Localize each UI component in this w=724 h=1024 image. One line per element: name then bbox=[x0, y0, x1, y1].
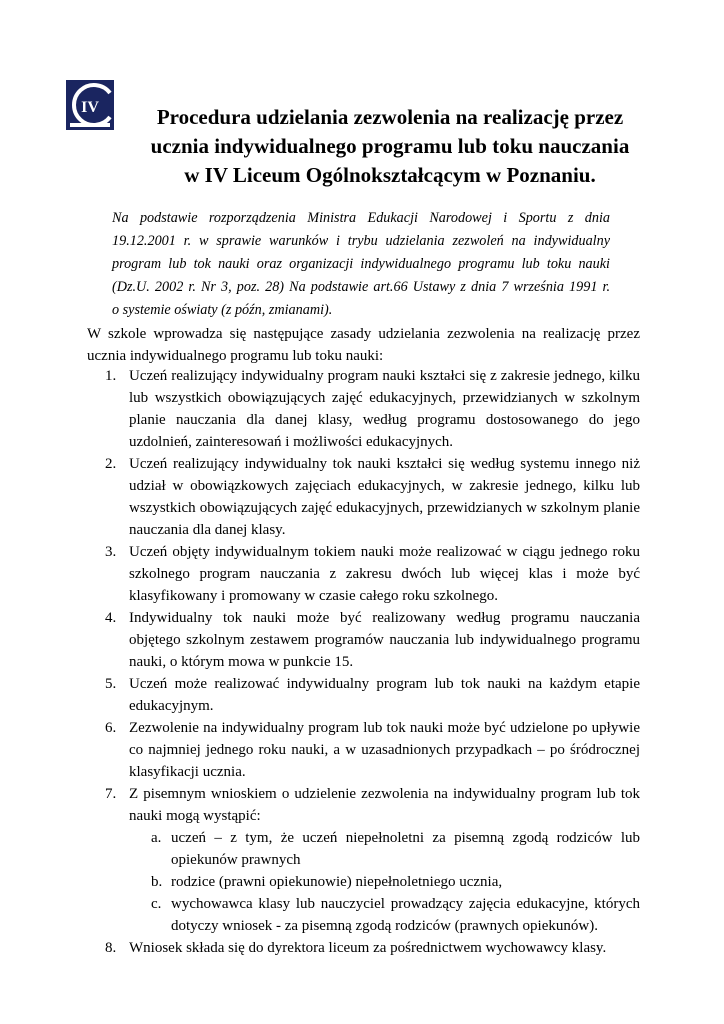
list-item bbox=[87, 607, 640, 673]
sub-list-item bbox=[87, 871, 640, 893]
sub-list-item bbox=[87, 893, 640, 937]
list-item-text: Z pisemnym wnioskiem o udzielenie zezwolenia na indywidualny program lub tok nauki mogą wystąpić: bbox=[129, 786, 640, 824]
list-item bbox=[87, 717, 640, 783]
list-item-text: Indywidualny tok nauki może być realizowany według programu nauczania objętego szkolnym zestawem programów nauczania lub indywidualnego programu nauki, o którym mowa w punkcie 15. bbox=[129, 610, 640, 670]
sub-list-item-letter: c. bbox=[151, 896, 162, 912]
school-logo-graphic bbox=[66, 80, 114, 130]
logo-base-stripe bbox=[70, 123, 110, 127]
list-item-text: Uczeń realizujący indywidualny tok nauki kształci się według systemu innego niż udział w obowiązkowych zajęciach edukacyjnych, w zakresie jednego, kilku lub wszystkich obowiązujących zajęć edukacyjnych, przewidzianych w szkolnym planie nauczania dla danej klasy. bbox=[129, 456, 640, 538]
list-item bbox=[87, 365, 640, 453]
list-item-text: Uczeń objęty indywidualnym tokiem nauki może realizować w ciągu jednego roku szkolnego program nauczania z zakresu dwóch lub więcej klas i może być klasyfikowany i promowany w czasie całego roku szkolnego. bbox=[129, 544, 640, 604]
legal-basis-line: program lub tok nauki oraz organizacji indywidualnego programu lub toku nauki bbox=[112, 256, 610, 273]
legal-basis bbox=[112, 207, 610, 322]
list-item-text: Uczeń może realizować indywidualny program lub tok nauki na każdym etapie edukacyjnym. bbox=[129, 676, 640, 714]
list-item-number: 8. bbox=[105, 940, 117, 956]
logo-text: IV bbox=[81, 99, 99, 116]
sub-list-item bbox=[87, 827, 640, 871]
sub-list-item-letter: a. bbox=[151, 830, 162, 846]
title-line: ucznia indywidualnego programu lub toku nauczania bbox=[150, 134, 630, 158]
list-item-text: Zezwolenie na indywidualny program lub tok nauki może być udzielone po upływie co najmniej jednego roku nauki, a w uzasadnionych przypadkach – po śródrocznej klasyfikacji ucznia. bbox=[129, 720, 640, 780]
list-item-text: Uczeń realizujący indywidualny program nauki kształci się z zakresie jednego, kilku lub wszystkich obowiązujących zajęć edukacyjnych, przewidzianych w szkolnym planie nauczania dla danej klasy, według programu dostosowanego do jego uzdolnień, zainteresowań i możliwości edukacyjnych. bbox=[129, 368, 640, 450]
legal-basis-line: Na podstawie rozporządzenia Ministra Edukacji Narodowej i Sportu z dnia bbox=[112, 210, 610, 226]
sub-list-item-text: uczeń – z tym, że uczeń niepełnoletni za pisemną zgodą rodziców lub opiekunów prawnych bbox=[171, 830, 640, 868]
list-item bbox=[87, 937, 640, 959]
title-line: Procedura udzielania zezwolenia na realizację przez bbox=[156, 105, 624, 129]
legal-basis-line: 19.12.2001 r. w sprawie warunków i trybu udzielania zezwoleń na indywidualny bbox=[112, 233, 610, 250]
list-item-number: 7. bbox=[105, 786, 117, 802]
school-logo bbox=[66, 80, 114, 130]
list-item bbox=[87, 541, 640, 607]
title-line: w IV Liceum Ogólnokształcącym w Poznaniu. bbox=[184, 163, 596, 187]
list-item bbox=[87, 783, 640, 827]
list-item-number: 1. bbox=[105, 368, 117, 384]
list-item-number: 3. bbox=[105, 544, 117, 560]
page-title bbox=[120, 103, 660, 190]
legal-basis-line: o systemie oświaty (z późn, zmianami). bbox=[112, 302, 333, 319]
list-item bbox=[87, 673, 640, 717]
sub-list-item-text: rodzice (prawni opiekunowie) niepełnoletniego ucznia, bbox=[171, 874, 503, 890]
list-item-number: 4. bbox=[105, 610, 117, 626]
intro-paragraph: W szkole wprowadza się następujące zasady udzielania zezwolenia na realizację przez ucznia indywidualnego programu lub toku nauki: bbox=[87, 326, 640, 364]
list-item-number: 2. bbox=[105, 456, 117, 472]
legal-basis-line: (Dz.U. 2002 r. Nr 3, poz. 28) Na podstawie art.66 Ustawy z dnia 7 września 1991 r. bbox=[112, 279, 610, 296]
rules-list bbox=[87, 365, 640, 959]
list-item-text: Wniosek składa się do dyrektora liceum za pośrednictwem wychowawcy klasy. bbox=[129, 940, 607, 956]
sub-list-item-letter: b. bbox=[151, 874, 163, 890]
list-item-number: 6. bbox=[105, 720, 117, 736]
sub-list-item-text: wychowawca klasy lub nauczyciel prowadzący zajęcia edukacyjne, których dotyczy wniosek - za pisemną zgodą rodziców (prawnych opiekunów). bbox=[171, 896, 640, 934]
list-item bbox=[87, 453, 640, 541]
list-item-number: 5. bbox=[105, 676, 117, 692]
